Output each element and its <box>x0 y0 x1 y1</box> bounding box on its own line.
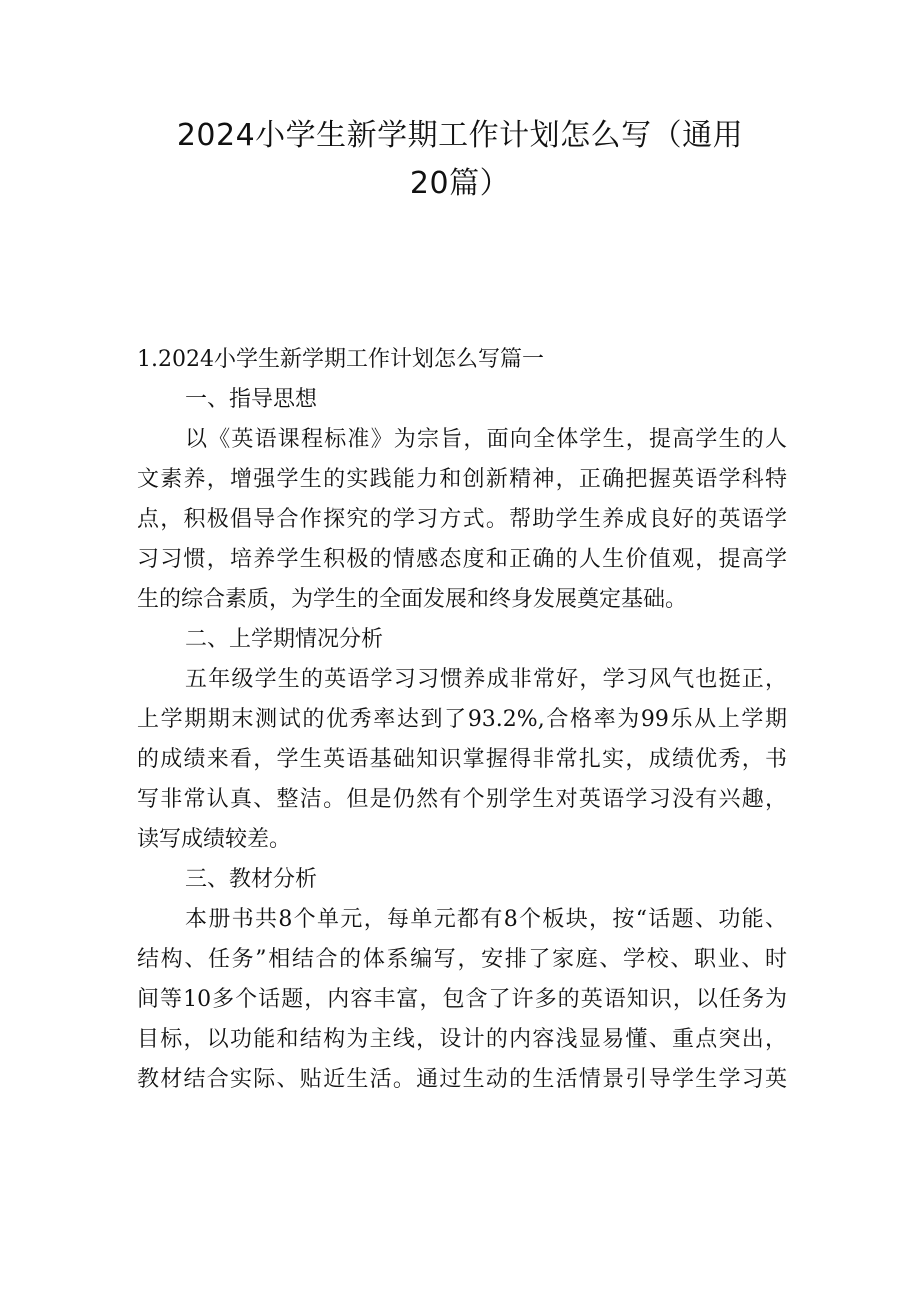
document-title <box>110 112 810 208</box>
title-line: 20篇） <box>409 166 511 201</box>
heading-guiding-thought: 一、指导思想 <box>185 387 318 412</box>
paragraph-line: 间等10多个话题，内容丰富，包含了许多的英语知识，以任务为 <box>137 987 787 1012</box>
paragraph-line: 本册书共8个单元，每单元都有8个板块，按“话题、功能、 <box>185 907 787 932</box>
document-body <box>137 340 787 1100</box>
paragraph-line: 结构、任务”相结合的体系编写，安排了家庭、学校、职业、时 <box>137 947 787 972</box>
paragraph-line: 点，积极倡导合作探究的学习方式。帮助学生养成良好的英语学 <box>137 507 787 532</box>
paragraph-line: 以《英语课程标准》为宗旨，面向全体学生，提高学生的人 <box>185 427 787 452</box>
paragraph-line: 读写成绩较差。 <box>137 827 292 852</box>
heading-last-term-analysis: 二、上学期情况分析 <box>185 627 384 652</box>
paragraph-line: 目标，以功能和结构为主线，设计的内容浅显易懂、重点突出， <box>137 1027 787 1052</box>
section-heading: 1.2024小学生新学期工作计划怎么写篇一 <box>137 347 544 372</box>
title-line: 2024小学生新学期工作计划怎么写（通用 <box>176 118 744 153</box>
paragraph-line: 文素养，增强学生的实践能力和创新精神，正确把握英语学科特 <box>137 467 787 492</box>
paragraph-line: 五年级学生的英语学习习惯养成非常好，学习风气也挺正， <box>185 667 787 692</box>
heading-textbook-analysis: 三、教材分析 <box>185 867 318 892</box>
paragraph-line: 上学期期末测试的优秀率达到了93.2%,合格率为99乐从上学期 <box>137 707 787 732</box>
paragraph-line: 生的综合素质，为学生的全面发展和终身发展奠定基础。 <box>137 587 688 612</box>
paragraph-line: 教材结合实际、贴近生活。通过生动的生活情景引导学生学习英 <box>137 1067 787 1092</box>
paragraph-line: 的成绩来看，学生英语基础知识掌握得非常扎实，成绩优秀，书 <box>137 747 787 772</box>
paragraph-line: 写非常认真、整洁。但是仍然有个别学生对英语学习没有兴趣， <box>137 787 787 812</box>
paragraph-line: 习习惯，培养学生积极的情感态度和正确的人生价值观，提高学 <box>137 547 787 572</box>
